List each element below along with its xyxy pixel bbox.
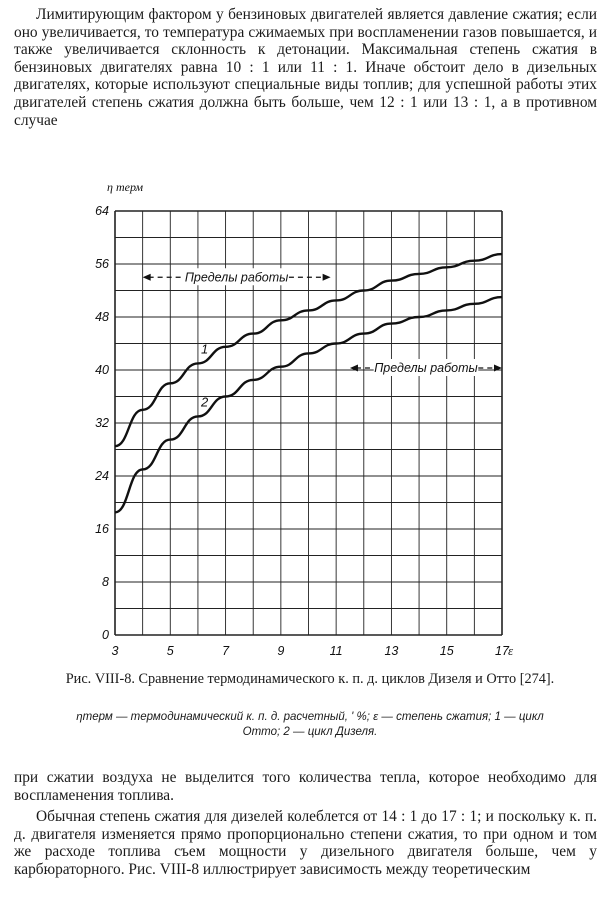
y-tick-label: 32: [95, 416, 109, 430]
annotation-arrow-right: [323, 274, 331, 281]
y-axis-label: η терм: [107, 180, 144, 194]
figure-caption-legend: ηтерм — термодинамический к. п. д. расчетный, ' %; ε — степень сжатия; 1 — цикл Отто; 2 — цикл Дизеля.: [76, 711, 544, 738]
annotation-arrow-right: [494, 365, 502, 372]
x-tick-label: 13: [384, 644, 399, 658]
x-tick-label: 15: [439, 644, 454, 658]
operating-range-annotation: [143, 268, 331, 285]
x-tick-label: 7: [222, 644, 230, 658]
series-label-1: 1: [200, 341, 209, 357]
paragraph-bottom-2: [14, 808, 597, 878]
x-tick-label: 11: [329, 644, 343, 658]
operating-range-annotation: [350, 359, 502, 376]
y-tick-label: 0: [102, 628, 109, 642]
x-tick-label: 5: [166, 644, 174, 658]
annotation-arrow-left: [143, 274, 151, 281]
paragraph-top: [14, 6, 597, 129]
paragraph-bottom-1: при сжатии воздуха не выделится того количества тепла, которое необходимо для воспламенения топлива.: [14, 769, 597, 804]
y-tick-label: 56: [95, 257, 109, 271]
y-tick-label: 16: [95, 522, 109, 536]
efficiency-chart: [88, 175, 528, 675]
annotation-text: Пределы работы: [374, 361, 478, 376]
y-tick-label: 48: [95, 310, 109, 324]
y-tick-label: 40: [95, 363, 109, 377]
paragraph-top-text: Лимитирующим фактором у бензиновых двигателей является давление сжатия; если оно увеличивается, то температура сжимаемых при воспламенении газов повышается, и также увеличивается склонность к детонации. Максимальная степень сжатия в бензиновых двигателях равна 10 : 1 или 11 : 1. Иначе обстоит дело в дизельных двигателях, которые используют специальные виды топлив; для успешной работы этих двигателей степень сжатия должна быть больше, чем 12 : 1 или 13 : 1, а в противном случае: [14, 6, 597, 129]
y-tick-label: 8: [102, 575, 109, 589]
figure-caption-title: Рис. VIII-8. Сравнение термодинамического к. п. д. циклов Дизеля и Отто [274].: [65, 671, 555, 687]
paragraph-bottom-2-text: Обычная степень сжатия для дизелей колеблется от 14 : 1 до 17 : 1; и поскольку к. п. д. двигателя изменяется прямо пропорционально степени сжатия, то при одном и том же расходе топлива съем мощности у дизельного двигателя больше, чем у карбюраторного. Рис. VIII-8 иллюстрирует зависимость между теоретическим: [14, 808, 597, 878]
x-tick-label: 3: [111, 644, 119, 658]
annotation-text: Пределы работы: [184, 270, 289, 285]
series-label-2: 2: [200, 394, 209, 410]
annotation-arrow-left: [350, 365, 358, 372]
y-tick-label: 24: [95, 469, 109, 483]
y-tick-label: 64: [95, 204, 109, 218]
x-tick-label: 17: [495, 644, 509, 658]
x-tick-label: 9: [277, 644, 285, 658]
x-axis-label: ε: [508, 643, 514, 658]
chart-svg: [88, 175, 528, 675]
